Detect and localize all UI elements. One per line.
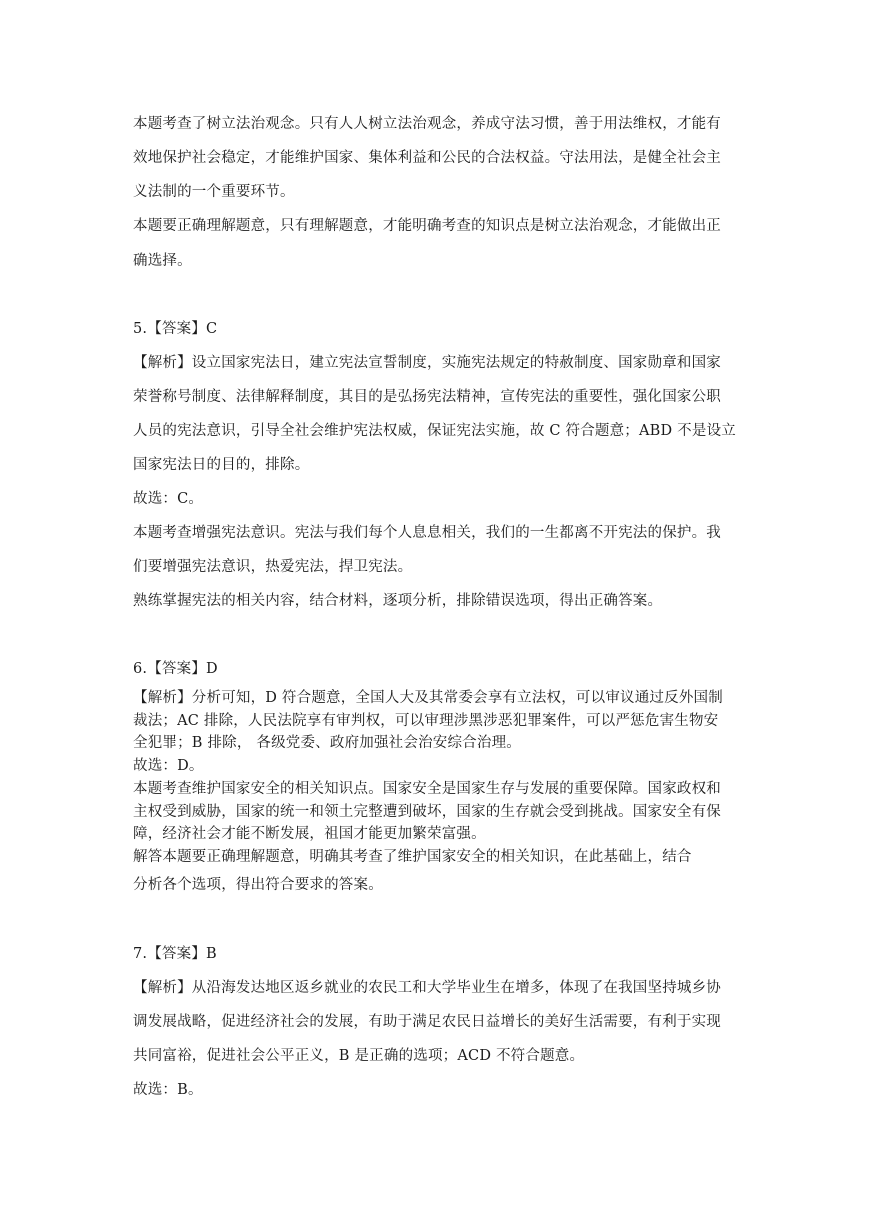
q6-analysis-line-1: 【解析】分析可知，D 符合题意，全国人大及其常委会享有立法权，可以审议通过反外国制 (133, 690, 723, 706)
q7-answer-heading: 7.【答案】B (133, 946, 217, 962)
q5-tip: 熟练掌握宪法的相关内容，结合材料，逐项分析，排除错误选项，得出正确答案。 (133, 593, 663, 609)
q5-analysis-line-4: 国家宪法日的目的，排除。 (133, 457, 310, 473)
q6-tip-line-2: 分析各个选项，得出符合要求的答案。 (133, 877, 383, 893)
q6-tip-line-1: 解答本题要正确理解题意，明确其考查了维护国家安全的相关知识，在此基础上，结合 (133, 849, 692, 865)
q7-analysis-line-1: 【解析】从沿海发达地区返乡就业的农民工和大学毕业生在增多，体现了在我国坚持城乡协 (133, 980, 721, 996)
q7-analysis-line-3: 共同富裕，促进社会公平正义，B 是正确的选项；ACD 不符合题意。 (133, 1048, 585, 1064)
intro-tip-line-2: 确选择。 (133, 253, 192, 269)
q5-explanation-line-2: 们要增强宪法意识，热爱宪法，捍卫宪法。 (133, 559, 413, 575)
intro-explanation-line-3: 义法制的一个重要环节。 (133, 184, 295, 200)
intro-tip-line-1: 本题要正确理解题意，只有理解题意，才能明确考查的知识点是树立法治观念，才能做出正 (133, 218, 721, 234)
q6-answer-heading: 6.【答案】D (133, 661, 218, 677)
intro-explanation-line-1: 本题考查了树立法治观念。只有人人树立法治观念，养成守法习惯，善于用法维权，才能有 (133, 116, 721, 132)
q6-explanation-line-2: 主权受到威胁，国家的统一和领土完整遭到破坏，国家的生存就会受到挑战。国家安全有保 (133, 804, 721, 820)
q5-analysis-line-3: 人员的宪法意识，引导全社会维护宪法权威，保证宪法实施，故 C 符合题意；ABD 不是设立 (133, 423, 736, 439)
q5-choice: 故选：C。 (133, 491, 204, 507)
q7-analysis-line-2: 调发展战略，促进经济社会的发展，有助于满足农民日益增长的美好生活需要，有利于实现 (133, 1014, 721, 1030)
q5-analysis-line-2: 荣誉称号制度、法律解释制度，其目的是弘扬宪法精神，宣传宪法的重要性，强化国家公职 (133, 389, 721, 405)
q7-choice: 故选：B。 (133, 1082, 203, 1098)
q6-explanation-line-3: 障，经济社会才能不断发展，祖国才能更加繁荣富强。 (133, 826, 486, 842)
q6-explanation-line-1: 本题考查维护国家安全的相关知识点。国家安全是国家生存与发展的重要保障。国家政权和 (133, 781, 721, 797)
q6-analysis-line-3: 全犯罪；B 排除， 各级党委、政府加强社会治安综合治理。 (133, 735, 521, 751)
q5-explanation-line-1: 本题考查增强宪法意识。宪法与我们每个人息息相关，我们的一生都离不开宪法的保护。我 (133, 525, 721, 541)
q6-analysis-line-2: 裁法；AC 排除，人民法院享有审判权，可以审理涉黑涉恶犯罪案件，可以严惩危害生物安 (133, 713, 719, 729)
intro-explanation-line-2: 效地保护社会稳定，才能维护国家、集体利益和公民的合法权益。守法用法，是健全社会主 (133, 150, 721, 166)
q6-choice: 故选：D。 (133, 758, 204, 774)
q5-answer-heading: 5.【答案】C (133, 321, 218, 337)
q5-analysis-line-1: 【解析】设立国家宪法日，建立宪法宣誓制度，实施宪法规定的特赦制度、国家勋章和国家 (133, 355, 721, 371)
